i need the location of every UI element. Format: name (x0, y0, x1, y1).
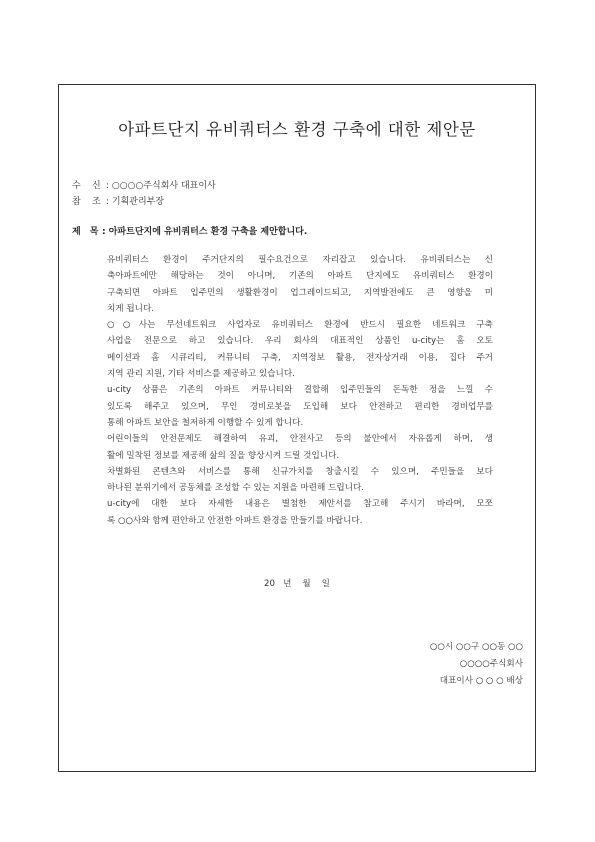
body-line: 지역 관리 지원, 기타 서비스를 제공하고 있습니다. (107, 369, 295, 380)
reference-row (72, 194, 164, 207)
body-line: 치게 됩니다. (107, 303, 154, 314)
sender-address: ○○시 ○○구 ○○동 ○○ (429, 642, 523, 652)
reference-label-a: 참 (72, 197, 81, 207)
date-line: 20 년 월 일 (264, 579, 330, 589)
body-line: ○○사는 무선네트워크 사업자로 유비쿼터스 환경에 반드시 필요한 네트워크 구축 (107, 320, 493, 331)
sender-representative: 대표이사 ○ ○ ○ 배상 (439, 676, 523, 686)
body-line: 활에 밀착된 정보를 제공해 삶의 질을 향상시켜 드릴 것입니다. (107, 450, 340, 461)
body-line: 통해 아파트 보안을 철저하게 이행할 수 있게 합니다. (107, 417, 304, 428)
body-line: 사업을 전문으로 하고 있습니다. 우리 회사의 대표적인 상품인 u-city는 홈 오토 (107, 336, 493, 347)
subject-row (72, 224, 307, 237)
body-line: 축아파트에만 해당하는 것이 아니며, 기존의 아파트 단지에도 유비쿼터스 환경이 (107, 271, 493, 282)
body-line: 하나된 분위기에서 공동체를 조성할 수 있는 지원을 마련해 드립니다. (107, 483, 365, 494)
recipient-label-a: 수 (72, 181, 81, 191)
body-line: u-city 상품은 기존의 아파트 커뮤니티와 결합해 입주민들의 돈독한 정을 느낄 수 (107, 385, 493, 396)
body-line: 차별화된 콘텐츠와 서비스를 통해 신규가치를 창출시킬 수 있으며, 주민들을 보다 (107, 466, 493, 477)
body-line: u-city에 대한 보다 자세한 내용은 별첨한 제안서를 참고해 주시기 바라며, 모쪼 (107, 499, 493, 510)
body-line: 메이션과 홈 시큐리티, 커뮤니티 구축, 지역정보 활용, 전자상거래 이용, 집다 주거 (107, 352, 493, 363)
recipient-row (72, 178, 216, 191)
reference-label-b: 조 (92, 197, 101, 207)
body-line: 어린이들의 안전문제도 해결하여 유괴, 안전사고 등의 불안에서 자유롭게 하며, 생 (107, 434, 493, 445)
recipient-value: : ○○○○주식회사 대표이사 (106, 181, 216, 191)
sender-company: ○○○○주식회사 (459, 659, 523, 669)
body-line: 유비쿼터스 환경이 주거단지의 필수요건으로 자리잡고 있습니다. 유비쿼터스는 신 (107, 255, 493, 265)
body-paragraphs (107, 252, 493, 529)
subject-value: : 아파트단지에 유비쿼터스 환경 구축을 제안합니다. (102, 227, 308, 237)
body-line: 있도록 해주고 있으며, 무인 경비로봇을 도입해 보다 안전하고 편리한 경비업무를 (107, 401, 493, 412)
body-line: 구축되면 아파트 입주민의 생활환경이 업그레이드되고, 지역발전에도 큰 영향을 미 (107, 287, 493, 298)
document-title: 아파트단지 유비쿼터스 환경 구축에 대한 제안문 (118, 120, 476, 139)
body-line: 록 ○○사와 함께 편안하고 안전한 아파트 환경을 만들기를 바랍니다. (107, 515, 363, 526)
reference-value: : 기획관리부장 (106, 197, 165, 207)
subject-label: 제 목 (72, 227, 99, 237)
recipient-label-b: 신 (92, 181, 101, 191)
